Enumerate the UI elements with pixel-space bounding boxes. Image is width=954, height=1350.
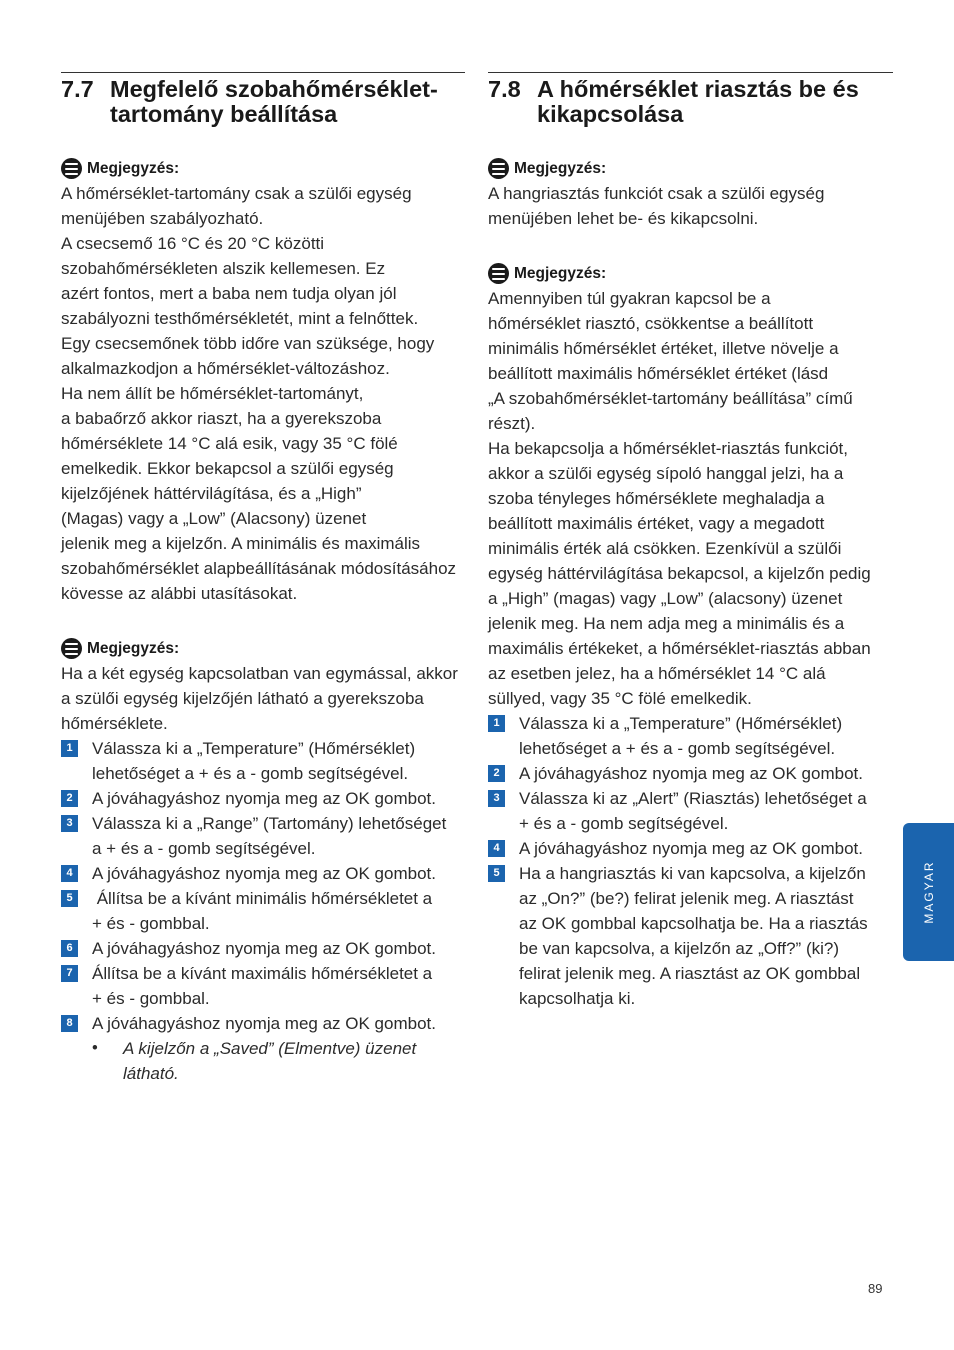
step-number-badge: 4 [61, 865, 78, 882]
step-item [488, 761, 893, 786]
step-item [61, 736, 465, 786]
text-line: jelenik meg. Ha nem adja meg a minimális és a [488, 614, 845, 633]
text-line: be van kapcsolva, a kijelzőn az „Off?” (ki?) [519, 939, 839, 958]
step-item [61, 961, 465, 1011]
step-list [488, 711, 893, 1011]
text-line: + és a - gomb segítségével. [519, 814, 729, 833]
text-line: Állítsa be a kívánt maximális hőmérsékletet a [92, 964, 433, 983]
note-text [488, 181, 893, 231]
step-text [92, 861, 465, 886]
step-number-badge: 6 [61, 940, 78, 957]
text-line: A jóváhagyáshoz nyomja meg az OK gombot. [92, 1014, 436, 1033]
text-line: Válassza ki a „Temperature” (Hőmérséklet) [92, 739, 416, 758]
step-number-badge: 2 [488, 765, 505, 782]
step-text [519, 861, 893, 1011]
text-line: kijelzőjének háttérvilágítása, és a „High” [61, 484, 362, 503]
text-line: kövesse az alábbi utasításokat. [61, 584, 298, 603]
text-line: A hőmérséklet-tartomány csak a szülői egység [61, 184, 412, 203]
language-tab [903, 823, 954, 961]
text-line: felirat jelenik meg. A riasztást az OK gombbal [519, 964, 861, 983]
text-line: hőmérséklete. [61, 714, 168, 733]
text-line: beállított maximális értéket, vagy a megadott [488, 514, 825, 533]
text-line: jelenik meg a kijelzőn. A minimális és maximális [61, 534, 421, 553]
step-number-badge: 3 [61, 815, 78, 832]
section-title: A hőmérséklet riasztás be és kikapcsolása [537, 76, 859, 127]
note-icon [488, 263, 509, 284]
text-line: A kijelzőn a „Saved” (Elmentve) üzenet [123, 1039, 417, 1058]
text-line: kapcsolhatja ki. [519, 989, 636, 1008]
text-line: A jóváhagyáshoz nyomja meg az OK gombot. [519, 764, 863, 783]
text-line: maximális értékeket, a hőmérséklet-riasztás abban [488, 639, 871, 658]
text-line: Amennyiben túl gyakran kapcsol be a [488, 289, 771, 308]
note-text [488, 286, 893, 711]
note-header [61, 636, 465, 661]
text-line: A hangriasztás funkciót csak a szülői egység [488, 184, 825, 203]
step-item [488, 711, 893, 761]
text-line: „A szobahőmérséklet-tartomány beállítása” című [488, 389, 853, 408]
text-line: akkor a szülői egység sípoló hanggal jelzi, ha a [488, 464, 844, 483]
step-text [92, 961, 465, 1011]
note-icon [61, 158, 82, 179]
step-number-badge: 4 [488, 840, 505, 857]
section-7-8 [488, 72, 893, 1011]
note-text [61, 181, 465, 606]
text-line: + és - gombbal. [92, 914, 210, 933]
text-line: hőmérséklet riasztó, csökkentse a beállított [488, 314, 814, 333]
section-heading [488, 77, 893, 126]
note-label: Megjegyzés: [514, 265, 607, 282]
text-line: A csecsemő 16 °C és 20 °C közötti [61, 234, 325, 253]
text-line: lehetőséget a + és a - gomb segítségével. [92, 764, 409, 783]
step-list [61, 736, 465, 1036]
text-line: A jóváhagyáshoz nyomja meg az OK gombot. [519, 839, 863, 858]
text-line: menüjében szabályozható. [61, 209, 264, 228]
bullet-symbol: • [92, 1039, 98, 1057]
text-line: szobahőmérsékleten alszik kellemesen. Ez [61, 259, 386, 278]
note-label: Megjegyzés: [514, 160, 607, 177]
step-text [92, 736, 465, 786]
page-number: 89 [868, 1281, 883, 1296]
step-text [92, 786, 465, 811]
section-title: Megfelelő szobahőmérséklet-tartomány beállítása [110, 76, 438, 127]
bullet-item [61, 1036, 465, 1086]
step-number-badge: 5 [488, 865, 505, 882]
text-line: a „High” (magas) vagy „Low” (alacsony) üzenet [488, 589, 843, 608]
bullet-text [123, 1036, 465, 1086]
text-line: A jóváhagyáshoz nyomja meg az OK gombot. [92, 789, 436, 808]
text-line: Ha bekapcsolja a hőmérséklet-riasztás funkciót, [488, 439, 848, 458]
step-text [92, 1011, 465, 1036]
text-line: az OK gombbal kapcsolhatja be. Ha a riasztás [519, 914, 868, 933]
text-line: lehetőséget a + és a - gomb segítségével. [519, 739, 836, 758]
text-line: egység háttérvilágítása bekapcsol, a kijelzőn pedig [488, 564, 871, 583]
text-line: részt). [488, 414, 536, 433]
text-line: szoba tényleges hőmérséklete meghaladja a [488, 489, 825, 508]
text-line: Ha nem állít be hőmérséklet-tartományt, [61, 384, 364, 403]
text-line: szabályozni testhőmérsékletét, mint a felnőttek. [61, 309, 419, 328]
note-label: Megjegyzés: [87, 640, 180, 657]
text-line: Állítsa be a kívánt minimális hőmérsékletet a [92, 889, 433, 908]
note-block [61, 636, 465, 736]
step-text [92, 886, 465, 936]
step-item [61, 861, 465, 886]
step-item [61, 811, 465, 861]
step-number-badge: 7 [61, 965, 78, 982]
note-block [488, 156, 893, 231]
step-text [92, 811, 465, 861]
language-tab-label: MAGYAR [921, 860, 936, 924]
step-item [61, 936, 465, 961]
step-number-badge: 2 [61, 790, 78, 807]
text-line: beállított maximális hőmérséklet értéket (lásd [488, 364, 829, 383]
text-line: süllyed, vagy 35 °C fölé emelkedik. [488, 689, 752, 708]
note-header [488, 156, 893, 181]
step-number-badge: 8 [61, 1015, 78, 1032]
step-text [519, 761, 893, 786]
note-label: Megjegyzés: [87, 160, 180, 177]
text-line: Ha a hangriasztás ki van kapcsolva, a kijelzőn [519, 864, 866, 883]
text-line: emelkedik. Ekkor bekapcsol a szülői egység [61, 459, 394, 478]
text-line: azért fontos, mert a baba nem tudja olyan jól [61, 284, 397, 303]
step-item [61, 886, 465, 936]
text-line: (Magas) vagy a „Low” (Alacsony) üzenet [61, 509, 367, 528]
section-number: 7.7 [61, 76, 94, 102]
step-number-badge: 1 [488, 715, 505, 732]
section-number: 7.8 [488, 76, 521, 102]
text-line: A jóváhagyáshoz nyomja meg az OK gombot. [92, 864, 436, 883]
note-header [488, 261, 893, 286]
text-line: Ha a két egység kapcsolatban van egymással, akkor [61, 664, 458, 683]
section-heading [61, 77, 465, 126]
step-item [488, 836, 893, 861]
text-line: az „On?” (be?) felirat jelenik meg. A riasztást [519, 889, 854, 908]
text-line: a szülői egység kijelzőjén látható a gyerekszoba [61, 689, 424, 708]
step-text [92, 936, 465, 961]
text-line: hőmérséklete 14 °C alá esik, vagy 35 °C fölé [61, 434, 398, 453]
text-line: alkalmazkodjon a hőmérséklet-változáshoz. [61, 359, 390, 378]
section-7-7 [61, 72, 465, 1086]
step-item [488, 861, 893, 1011]
step-number-badge: 5 [61, 890, 78, 907]
text-line: menüjében lehet be- és kikapcsolni. [488, 209, 759, 228]
step-item [61, 1011, 465, 1036]
step-text [519, 786, 893, 836]
text-line: minimális hőmérséklet értéket, illetve növelje a [488, 339, 839, 358]
section-rule [61, 72, 465, 73]
text-line: A jóváhagyáshoz nyomja meg az OK gombot. [92, 939, 436, 958]
note-icon [61, 638, 82, 659]
text-line: a babaőrző akkor riaszt, ha a gyerekszoba [61, 409, 382, 428]
note-text [61, 661, 465, 736]
text-line: szobahőmérséklet alapbeállításának módosításához [61, 559, 457, 578]
step-number-badge: 3 [488, 790, 505, 807]
text-line: látható. [123, 1064, 179, 1083]
text-line: Válassza ki az „Alert” (Riasztás) lehetőséget a [519, 789, 867, 808]
section-rule [488, 72, 893, 73]
note-icon [488, 158, 509, 179]
text-line: az esetben jelez, ha a hőmérséklet 14 °C alá [488, 664, 826, 683]
text-line: Válassza ki a „Temperature” (Hőmérséklet) [519, 714, 843, 733]
step-text [519, 711, 893, 761]
text-line: Egy csecsemőnek több időre van szüksége, hogy [61, 334, 435, 353]
text-line: + és - gombbal. [92, 989, 210, 1008]
text-line: Válassza ki a „Range” (Tartomány) lehetőséget [92, 814, 447, 833]
step-item [61, 786, 465, 811]
note-block [488, 261, 893, 711]
note-header [61, 156, 465, 181]
note-block [61, 156, 465, 606]
step-text [519, 836, 893, 861]
step-item [488, 786, 893, 836]
text-line: minimális érték alá csökken. Ezenkívül a szülői [488, 539, 842, 558]
step-number-badge: 1 [61, 740, 78, 757]
text-line: a + és a - gomb segítségével. [92, 839, 316, 858]
